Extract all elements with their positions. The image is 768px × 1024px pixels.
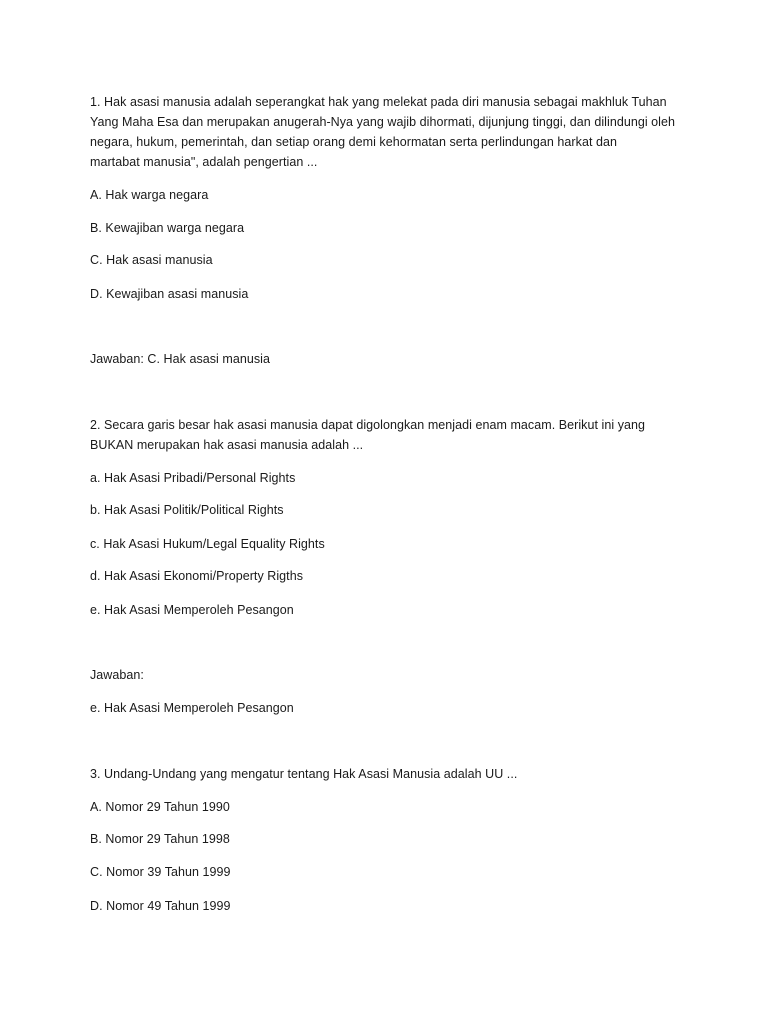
question-1-text-line-3: negara, hukum, pemerintah, dan setiap orang demi kehormatan serta perlindungan harkat dan [90, 135, 618, 149]
question-2-text-line-1: 2. Secara garis besar hak asasi manusia dapat digolongkan menjadi enam macam. Berikut ini yang [90, 418, 646, 432]
question-1-option-c: C. Hak asasi manusia [90, 253, 213, 267]
question-3-text-line-1: 3. Undang-Undang yang mengatur tentang Hak Asasi Manusia adalah UU ... [90, 767, 518, 781]
question-3-option-c: C. Nomor 39 Tahun 1999 [90, 865, 231, 879]
question-2-answer-label: Jawaban: [90, 668, 144, 682]
question-3-option-d: D. Nomor 49 Tahun 1999 [90, 899, 231, 913]
question-1-text-line-2: Yang Maha Esa dan merupakan anugerah-Nya yang wajib dihormati, dijunjung tinggi, dan dilindungi oleh [90, 115, 676, 129]
question-2-answer: e. Hak Asasi Memperoleh Pesangon [90, 701, 294, 715]
question-1-option-b: B. Kewajiban warga negara [90, 221, 245, 235]
question-1-answer: Jawaban: C. Hak asasi manusia [90, 352, 271, 366]
question-3-option-b: B. Nomor 29 Tahun 1998 [90, 832, 230, 846]
question-2-text-line-2: BUKAN merupakan hak asasi manusia adalah ... [90, 438, 364, 452]
question-2-option-a: a. Hak Asasi Pribadi/Personal Rights [90, 471, 296, 485]
question-3-option-a: A. Nomor 29 Tahun 1990 [90, 800, 230, 814]
question-1-option-d: D. Kewajiban asasi manusia [90, 287, 249, 301]
question-2-option-e: e. Hak Asasi Memperoleh Pesangon [90, 603, 294, 617]
question-2-option-d: d. Hak Asasi Ekonomi/Property Rigths [90, 569, 303, 583]
question-1-text-line-4: martabat manusia", adalah pengertian ... [90, 155, 318, 169]
question-2-option-c: c. Hak Asasi Hukum/Legal Equality Rights [90, 537, 325, 551]
question-1-text-line-1: 1. Hak asasi manusia adalah seperangkat hak yang melekat pada diri manusia sebagai makhluk Tuhan [90, 95, 667, 109]
question-2-option-b: b. Hak Asasi Politik/Political Rights [90, 503, 284, 517]
question-1-option-a: A. Hak warga negara [90, 188, 209, 202]
